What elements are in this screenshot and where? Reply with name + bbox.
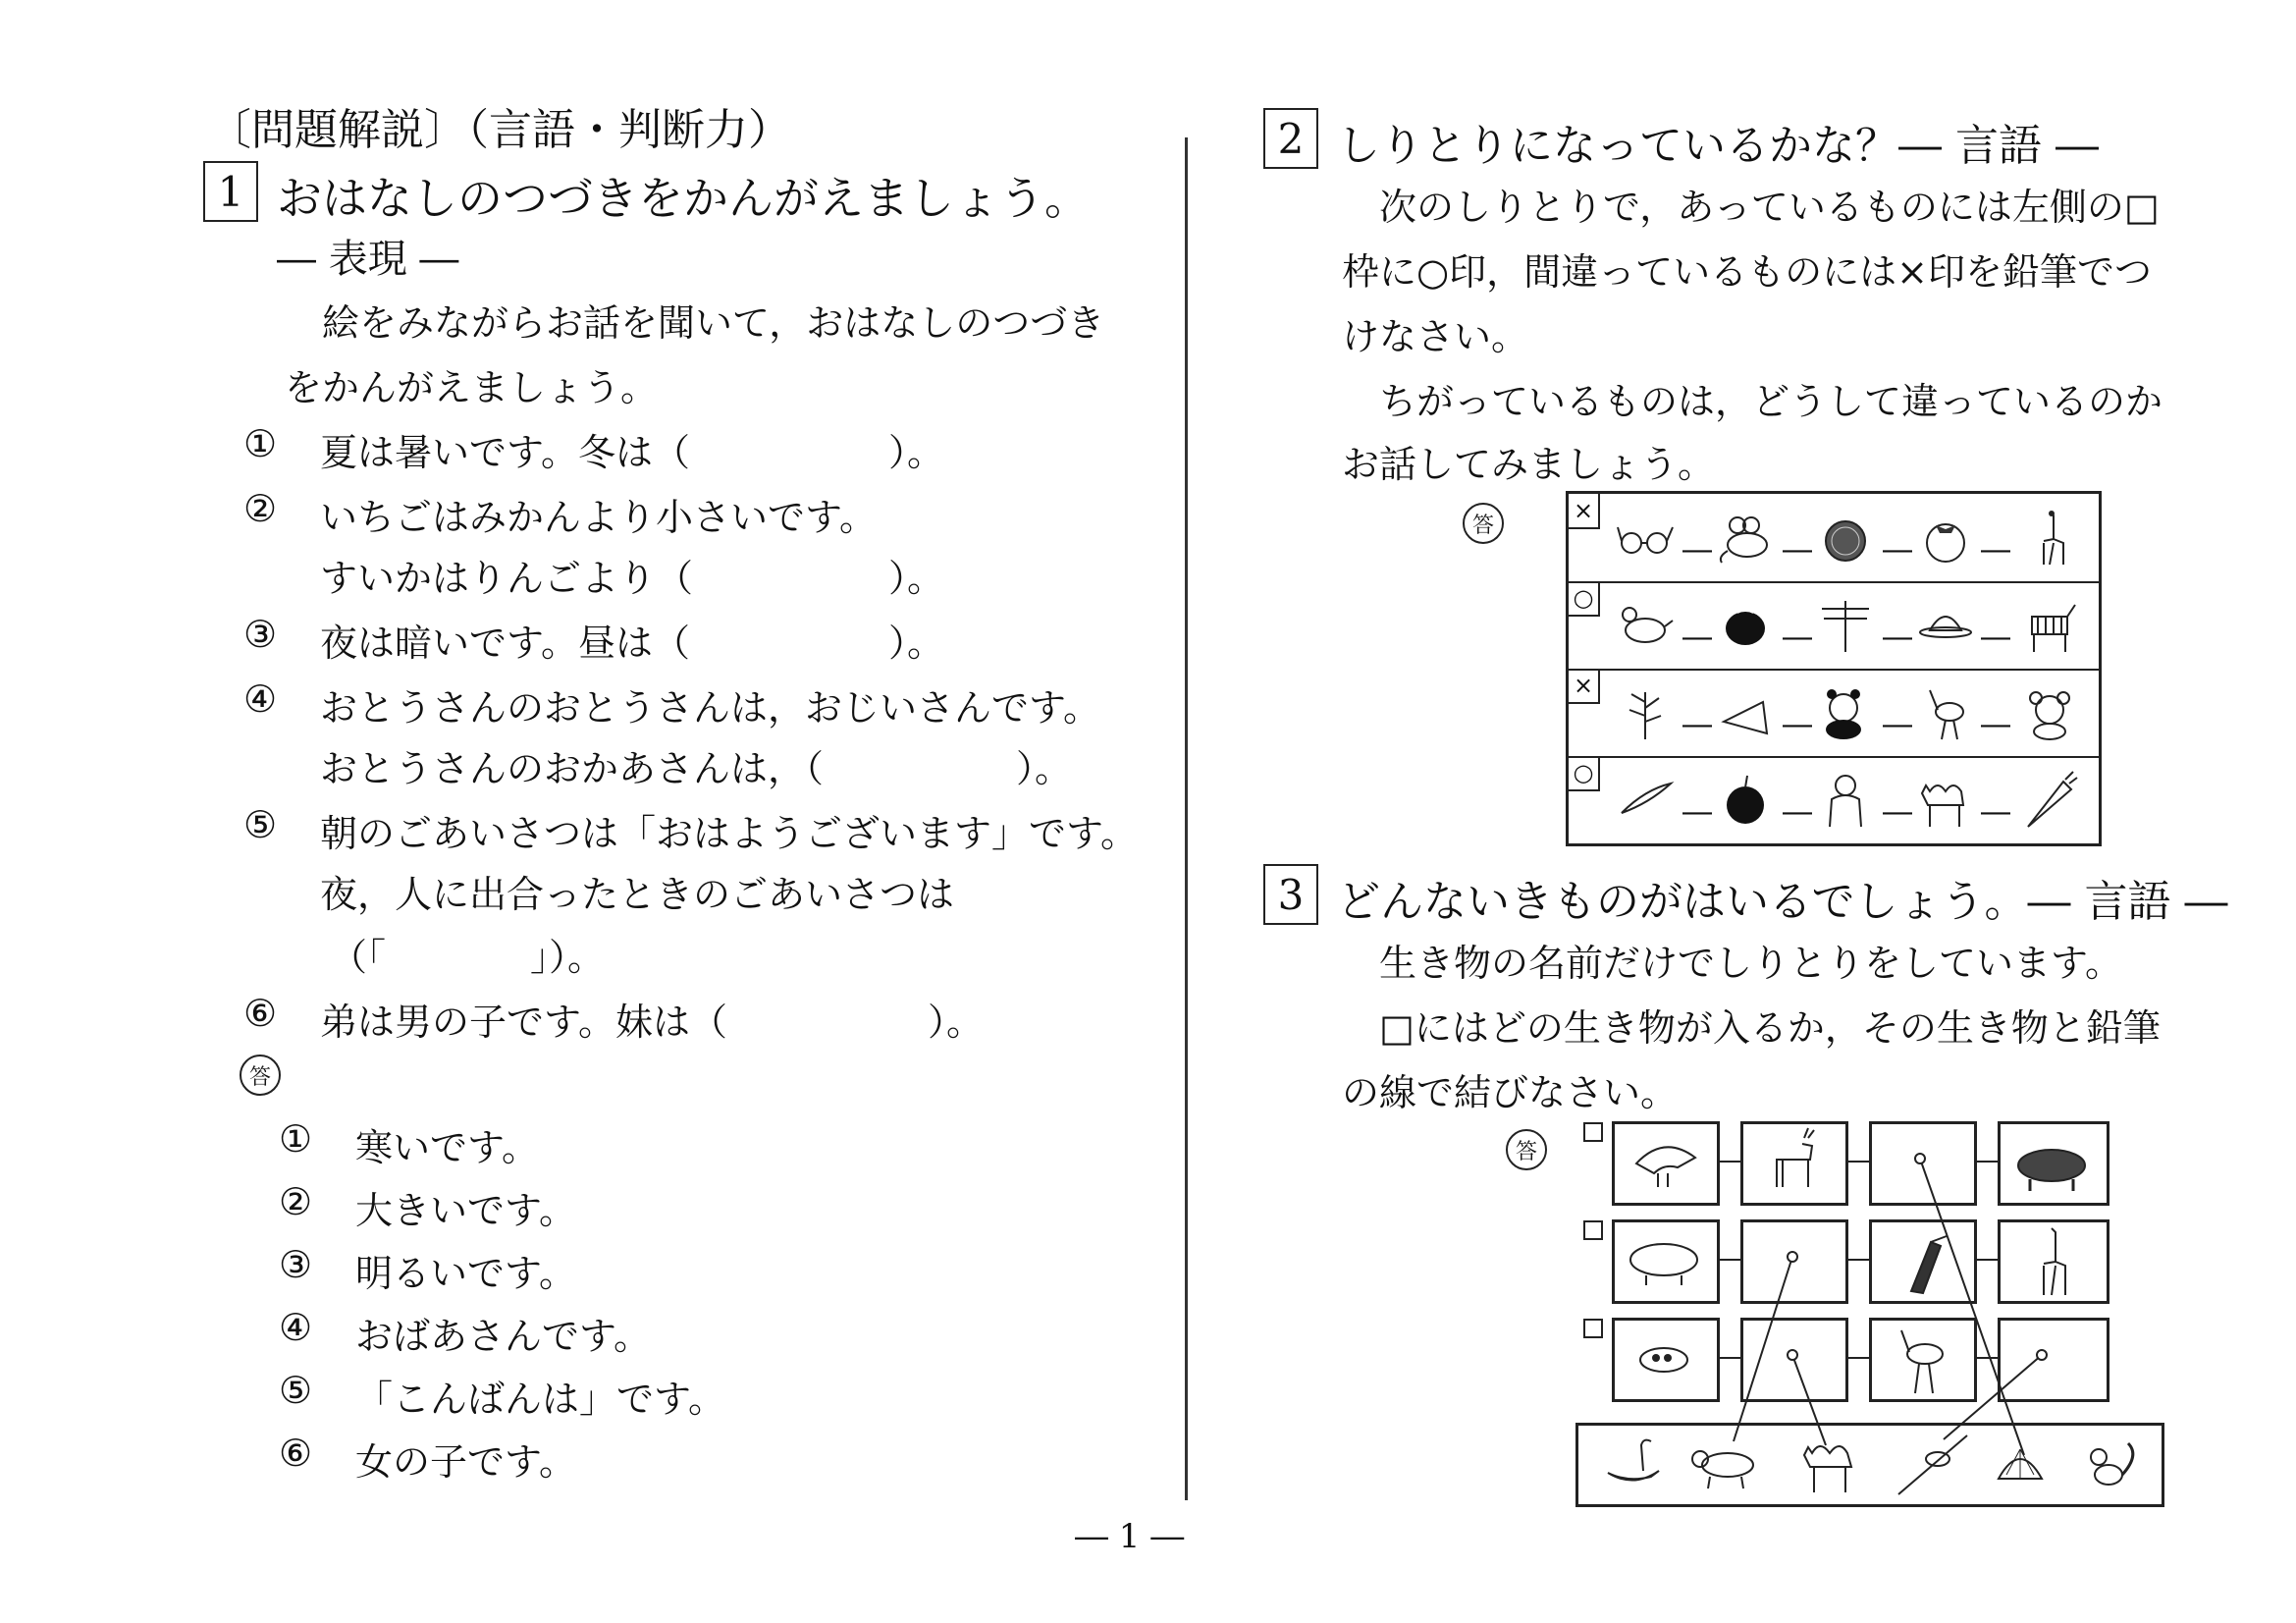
q1-item-1-close: ）。 — [888, 431, 945, 474]
answer-mark-q3: 答 — [1506, 1129, 1547, 1170]
q1-item-3-text: 夜は暗いです。昼は（ — [320, 622, 690, 665]
q3-title: どんないきものがはいるでしょう。― 言語 ― — [1337, 877, 2228, 927]
q3-text-2: □にはどの生き物が入るか，その生き物と鉛筆 — [1379, 1006, 2161, 1050]
q1-answer-1-num: ① — [279, 1117, 313, 1161]
dash: ― — [1783, 708, 1812, 742]
q1-item-2-num: ② — [243, 487, 278, 530]
q1-answer-3: 明るいです。 — [355, 1252, 576, 1295]
q1-item-4-text: おとうさんのおとうさんは，おじいさんです。 — [320, 686, 1100, 730]
dash: ― — [1883, 533, 1912, 568]
q1-item-1-text: 夏は暑いです。冬は（ — [320, 431, 690, 474]
q1-instruction-1: 絵をみながらお話を聞いて，おはなしのつづき — [322, 301, 1105, 345]
q2-text-3: けなさい。 — [1342, 315, 1529, 358]
dash: ― — [1981, 708, 2010, 742]
q1-item-2-text: いちごはみかんより小さいです。 — [320, 496, 877, 539]
q1-item-2-close: ）。 — [888, 557, 945, 600]
q1-item-5-close: 」）。 — [530, 936, 606, 979]
q1-item-5-open: （「 — [330, 936, 387, 979]
dash: ― — [1682, 708, 1712, 742]
q2-text-5: お話してみましょう。 — [1342, 443, 1716, 486]
q1-answer-4: おばあさんです。 — [355, 1315, 651, 1358]
dash: ― — [1883, 795, 1912, 830]
section-header: 〔問題解説〕（言語・判断力） — [208, 105, 791, 155]
answer-mark-q2: 答 — [1463, 503, 1504, 544]
dash: ― — [1682, 621, 1712, 655]
dash: ― — [1682, 795, 1712, 830]
q1-item-5-text: 朝のごあいさつは「おはようございます」です。 — [320, 812, 1138, 855]
dash: ― — [1883, 708, 1912, 742]
q1-item-4-text2: おとうさんのおかあさんは，（ — [320, 747, 825, 790]
q1-item-6-text: 弟は男の子です。妹は（ — [320, 1001, 727, 1044]
dash: ― — [1783, 795, 1812, 830]
q1-answer-6-num: ⑥ — [279, 1432, 313, 1475]
q1-category: ― 表現 ― — [277, 237, 459, 282]
q1-answer-5-num: ⑤ — [279, 1369, 313, 1412]
page-number: ― 1 ― — [1075, 1517, 1185, 1556]
q1-answer-2-num: ② — [279, 1180, 313, 1223]
q1-answer-6: 女の子です。 — [355, 1440, 576, 1484]
q1-item-3-num: ③ — [243, 613, 278, 656]
dash: ― — [1981, 795, 2010, 830]
q1-item-4-num: ④ — [243, 677, 278, 721]
q2-text-2: 枠に○印，間違っているものには×印を鉛筆でつ — [1342, 250, 2152, 294]
q3-text-3: の線で結びなさい。 — [1342, 1071, 1679, 1114]
q1-answer-2: 大きいです。 — [355, 1189, 576, 1232]
shiritori-row-4-mark[interactable]: ○ — [1569, 756, 1600, 791]
q1-item-6-num: ⑥ — [243, 992, 278, 1035]
dash: ― — [1883, 621, 1912, 655]
q1-answer-4-num: ④ — [279, 1306, 313, 1349]
question-number-2: 2 — [1263, 108, 1318, 169]
q2-text-4: ちがっているものは，どうして違っているのか — [1379, 380, 2163, 423]
q2-text-1: 次のしりとりで，あっているものには左側の□ — [1379, 186, 2160, 229]
q1-answer-1: 寒いです。 — [355, 1126, 539, 1169]
dash: ― — [1783, 533, 1812, 568]
dash: ― — [1981, 533, 2010, 568]
q1-answer-3-num: ③ — [279, 1243, 313, 1286]
dash: ― — [1783, 621, 1812, 655]
shiritori-row-1-mark[interactable]: × — [1569, 494, 1600, 529]
dash: ― — [1682, 533, 1712, 568]
q2-title: しりとりになっているかな？― 言語 ― — [1337, 121, 2099, 171]
shiritori-row-2-mark[interactable]: ○ — [1569, 581, 1600, 617]
answer-mark-q1: 答 — [240, 1055, 281, 1096]
q1-item-5-text2: 夜，人に出合ったときのごあいさつは — [320, 873, 955, 916]
question-number-1: 1 — [203, 161, 258, 222]
dash: ― — [1981, 621, 2010, 655]
q1-item-4-close: ）。 — [1016, 747, 1073, 790]
q1-title: おはなしのつづきをかんがえましょう。 — [277, 172, 1090, 225]
q1-answer-5: 「こんばんは」です。 — [355, 1378, 725, 1421]
q1-item-1-num: ① — [243, 422, 278, 465]
q1-item-2-text2: すいかはりんごより（ — [320, 557, 694, 600]
q3-text-1: 生き物の名前だけでしりとりをしています。 — [1379, 942, 2122, 985]
q1-item-5-num: ⑤ — [243, 803, 278, 846]
q1-item-3-close: ）。 — [888, 622, 945, 665]
q1-instruction-2: をかんがえましょう。 — [285, 366, 659, 409]
question-number-3: 3 — [1263, 864, 1318, 925]
shiritori-row-3-mark[interactable]: × — [1569, 669, 1600, 704]
q1-item-6-close: ）。 — [928, 1001, 985, 1044]
